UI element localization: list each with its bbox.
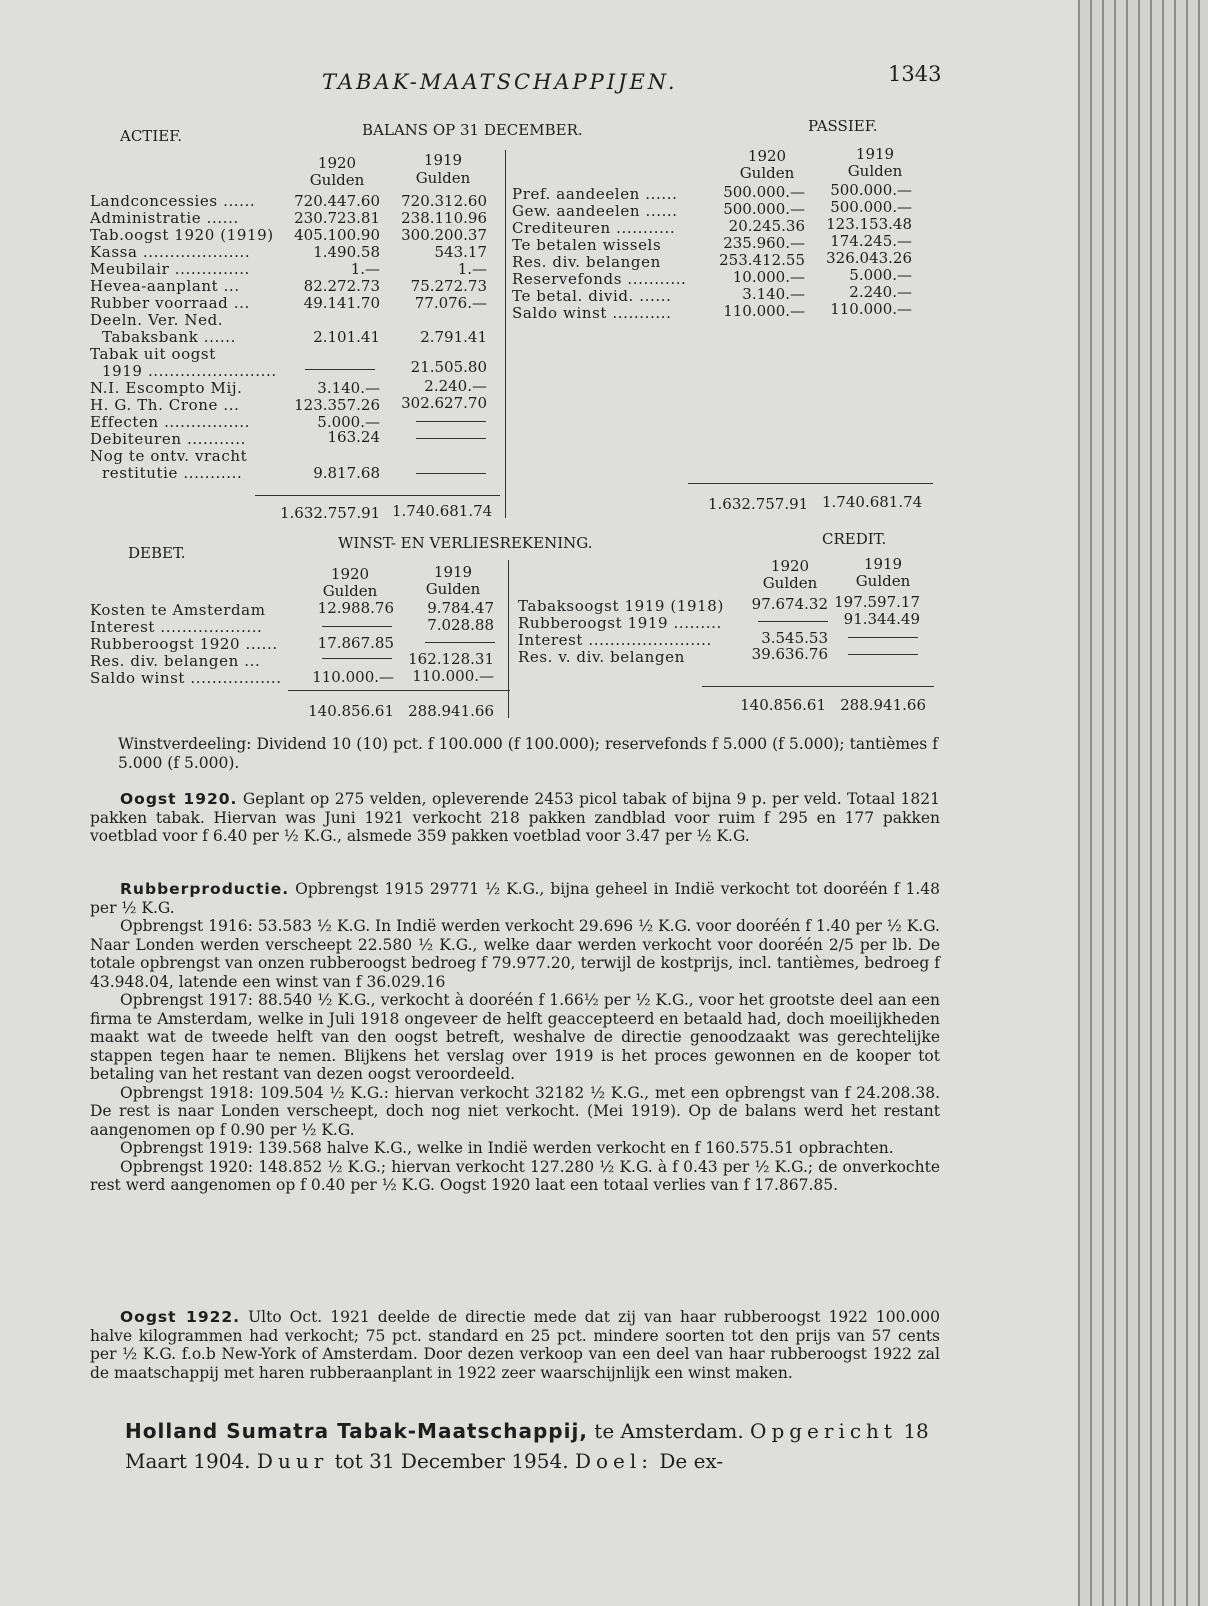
liability-1919: 123.153.48 [826,215,912,233]
liability-label: Pref. aandeelen ...... [512,185,678,203]
assets-total-rule [255,495,500,496]
credit-1919: 91.344.49 [843,610,920,628]
liability-1919: 174.245.— [830,232,912,250]
asset-blank-1919 [416,426,486,442]
page-number: 1343 [888,62,942,86]
credits-total-1919: 288.941.66 [840,696,926,714]
asset-label: Deeln. Ver. Ned. [90,311,224,329]
asset-label: Administratie ...... [90,209,239,227]
liability-1919: 500.000.— [830,198,912,216]
liability-label: Te betal. divid. ...... [512,287,672,305]
debit-1920: 12.988.76 [317,599,394,617]
liability-1920: 235.960.— [723,234,805,252]
asset-1919: 21.505.80 [410,358,487,376]
asset-label: Hevea-aanplant ... [90,277,240,295]
asset-label: H. G. Th. Crone ... [90,396,240,414]
liability-1919: 5.000.— [849,266,912,284]
asset-blank-1919 [416,461,486,477]
winstverdeeling-text: Winstverdeeling: Dividend 10 (10) pct. f 100.000 (f 100.000); reservefonds f 5.000 (f 5.000); tantièmes f 5.000 (f 5.000). [118,735,938,772]
liabilities-total-1920: 1.632.757.91 [708,495,809,513]
liability-1920: 500.000.— [723,183,805,201]
credit-1920: 3.545.53 [761,629,828,647]
debit-1919: 7.028.88 [427,616,494,634]
credits-total-rule [702,686,934,687]
asset-1920: 5.000.— [317,413,380,431]
debit-1919: 110.000.— [412,667,494,685]
debits-total-rule [288,690,510,691]
credit-label: Tabaksoogst 1919 (1918) [518,597,724,615]
rubber-paragraph: Opbrengst 1916: 53.583 ½ K.G. In Indië werden verkocht 29.696 ½ K.G. voor dooréén f 1.40 per ½ K.G. Naar Londen werden verscheept 22.580 ½ K.G., welke daar werden verkocht voor dooréén 2/5 per lb. De totale opbrengst van onzen rubberoogst bedroeg f 79.977.20, terwijl de kostprijs, incl. tantièmes, bedroeg f 43.948.04, latende een winst van f 36.029.16 [90,917,940,991]
asset-blank-1919 [416,409,486,425]
liability-1920: 253.412.55 [719,251,805,269]
credit-label: Rubberoogst 1919 ......... [518,614,722,632]
debits-total-1919: 288.941.66 [408,702,494,720]
liabilities-total-rule [688,483,933,484]
winstverdeeling [118,735,938,772]
credit-label: Res. v. div. belangen [518,648,685,666]
winst-heading: WINST- EN VERLIESREKENING. [338,534,593,552]
asset-label: Landconcessies ...... [90,192,256,210]
oogst-1922-section [90,1308,940,1382]
rubber-paragraph: Opbrengst 1917: 88.540 ½ K.G., verkocht à dooréén f 1.66½ per ½ K.G., voor het grootste deel aan een firma te Amsterdam, welke in Juli 1918 ongeveer de helft geaccepteerd en betaald had, doch moeilijkheden maakt wat de tweede helft van den oogst betreft, weshalve de directie genoodzaakt was gerechtelijke stappen tegen haar te nemen. Blijkens het verslag over 1919 is het proces gewonnen en de kooper tot betaling van het restant van dezen oogst veroordeeld. [90,991,940,1083]
credit-unit-1919: Gulden [855,572,911,590]
rubber-paragraph: Opbrengst 1918: 109.504 ½ K.G.: hiervan verkocht 32182 ½ K.G., met een opbrengst van f 24.208.38. De rest is naar Londen verscheept, doch nog niet verkocht. (Mei 1919). Op de balans werd het restant aangenomen op f 0.90 per ½ K.G. [90,1083,940,1139]
credits-total-1920: 140.856.61 [740,696,826,714]
liability-1919: 2.240.— [849,283,912,301]
liability-1920: 3.140.— [742,285,805,303]
liability-label: Te betalen wissels [512,236,662,254]
credit-blank-1919 [848,642,918,658]
liability-label: Reservefonds ........... [512,270,687,288]
debit-1920: 17.867.85 [317,634,394,652]
debit-year-1919: 1919 [433,563,473,581]
asset-label: Kassa .................... [90,243,251,261]
debit-label: Saldo winst ................. [90,669,282,687]
balans-heading: BALANS OP 31 DECEMBER. [362,121,583,139]
asset-1919: 2.240.— [424,377,487,395]
asset-1919: 720.312.60 [401,192,487,210]
asset-label: Meubilair .............. [90,260,250,278]
asset-1920: 720.447.60 [294,192,380,210]
asset-label: Tab.oogst 1920 (1919) [90,226,274,244]
oogst-1920-text: Geplant op 275 velden, opleverende 2453 picol tabak of bijna 9 p. per veld. Totaal 1821 pakken tabak. Hiervan was Juni 1921 verkocht 218 pakken zandblad voor ruim f 295 en 177 pakken voetblad voor f 6.40 per ½ K.G., alsmede 359 pakken voetblad voor 3.47 per ½ K.G. [90,790,940,845]
credit-blank-1919 [848,625,918,641]
asset-label: restitutie ........... [102,464,243,482]
credit-1920: 39.636.76 [751,645,828,663]
liability-label: Saldo winst ........... [512,304,672,322]
assets-unit-1920: Gulden [309,171,365,189]
oogst-1922-heading: Oogst 1922. [120,1308,241,1326]
asset-1920: 1.— [350,260,380,278]
passief-heading: PASSIEF. [808,117,878,135]
debit-blank-1920 [322,646,392,662]
debit-blank-1920 [322,614,392,630]
rubber-heading: Rubberproductie. [120,880,290,898]
pl-divider [508,560,509,718]
oogst-1922-text: Ulto Oct. 1921 deelde de directie mede dat zij van haar rubberoogst 1922 100.000 halve kilogrammen had verkocht; 75 pct. standard en 25 pct. mindere soorten tot den prijs van 57 cents per ½ K.G. f.o.b New-York of Amsterdam. Door dezen verkoop van een deel van haar rubberoogst 1922 zal de maatschappij met haren rubberaanplant in 1922 zeer waarschijnlijk een winst maken. [90,1308,941,1382]
liab-unit-1919: Gulden [847,162,903,180]
debit-year-1920: 1920 [330,565,370,583]
opgericht-label: Opgericht [750,1419,897,1443]
asset-label: N.I. Escompto Mij. [90,379,243,397]
liab-year-1920: 1920 [747,147,787,165]
asset-label: Debiteuren ........... [90,430,246,448]
running-title: TABAK-MAATSCHAPPIJEN. [322,70,678,94]
credit-1919: 197.597.17 [834,593,920,611]
credit-heading: CREDIT. [822,530,887,548]
liability-label: Gew. aandeelen ...... [512,202,678,220]
company-name: Holland Sumatra Tabak-Maatschappij, [125,1419,588,1443]
credit-blank-1920 [758,609,828,625]
opgericht-value: 18 Maart 1904. [125,1419,929,1473]
debits-total-1920: 140.856.61 [308,702,394,720]
asset-1920: 2.101.41 [313,328,380,346]
debit-blank-1919 [425,630,495,646]
oogst-1920-heading: Oogst 1920. [120,790,238,808]
asset-blank-1920 [305,357,375,373]
liab-unit-1920: Gulden [739,164,795,182]
liability-1919: 326.043.26 [826,249,912,267]
liability-1920: 110.000.— [723,302,805,320]
book-page-edges [1078,0,1208,1606]
asset-1919: 300.200.37 [401,226,487,244]
asset-1920: 405.100.90 [294,226,380,244]
assets-year-1919: 1919 [423,151,463,169]
debit-unit-1920: Gulden [322,582,378,600]
asset-label: Tabaksbank ...... [102,328,236,346]
credit-unit-1920: Gulden [762,574,818,592]
duur-label: Duur [256,1449,329,1473]
oogst-1920-section [90,790,940,846]
rubber-paragraph: Opbrengst 1920: 148.852 ½ K.G.; hiervan verkocht 127.280 ½ K.G. à f 0.43 per ½ K.G.; de onverkochte rest werd aangenomen op f 0.40 per ½ K.G. Oogst 1920 laat een totaal verlies van f 17.867.85. [90,1157,940,1194]
duur-value: tot 31 December 1954. [334,1449,569,1473]
debet-heading: DEBET. [128,544,186,562]
asset-1919: 1.— [457,260,487,278]
holland-sumatra-entry [125,1416,945,1476]
assets-total-1919: 1.740.681.74 [392,502,493,520]
asset-1920: 230.723.81 [294,209,380,227]
liab-year-1919: 1919 [855,145,895,163]
asset-1920: 123.357.26 [294,396,380,414]
liability-1920: 10.000.— [732,268,805,286]
asset-1919: 2.791.41 [420,328,487,346]
asset-1919: 302.627.70 [401,394,487,412]
asset-1920: 82.272.73 [303,277,380,295]
doel-label: Doel: [574,1449,653,1473]
asset-1920: 9.817.68 [313,464,380,482]
assets-year-1920: 1920 [317,154,357,172]
asset-1920: 3.140.— [317,379,380,397]
asset-1919: 75.272.73 [410,277,487,295]
credit-1920: 97.674.32 [751,595,828,613]
credit-label: Interest ....................... [518,631,712,649]
asset-1920: 163.24 [327,428,380,446]
actief-heading: ACTIEF. [120,127,183,145]
debit-label: Res. div. belangen ... [90,652,261,670]
asset-1919: 238.110.96 [401,209,487,227]
debit-label: Kosten te Amsterdam [90,601,266,619]
asset-1920: 1.490.58 [313,243,380,261]
liability-1919: 110.000.— [830,300,912,318]
debit-label: Rubberoogst 1920 ...... [90,635,278,653]
assets-unit-1919: Gulden [415,169,471,187]
asset-label: Effecten ................ [90,413,250,431]
rubber-paragraph: Opbrengst 1915 29771 ½ K.G., bijna geheel in Indië verkocht tot dooréén f 1.48 per ½ K.G. [90,880,940,917]
debit-1919: 162.128.31 [408,650,494,668]
liabilities-total-1919: 1.740.681.74 [822,493,923,511]
debit-label: Interest ................... [90,618,263,636]
rubber-section [90,880,940,1195]
company-place: te Amsterdam. [594,1419,744,1443]
asset-1920: 49.141.70 [303,294,380,312]
asset-1919: 543.17 [434,243,487,261]
liability-label: Res. div. belangen [512,253,661,271]
asset-label: Rubber voorraad ... [90,294,250,312]
asset-label: 1919 ........................ [102,362,277,380]
rubber-paragraph: Opbrengst 1919: 139.568 halve K.G., welke in Indië werden verkocht en f 160.575.51 opbrachten. [120,1139,894,1157]
asset-1919: 77.076.— [414,294,487,312]
debit-1919: 9.784.47 [427,599,494,617]
debit-1920: 110.000.— [312,668,394,686]
assets-total-1920: 1.632.757.91 [280,504,381,522]
asset-label: Tabak uit oogst [90,345,216,363]
debit-unit-1919: Gulden [425,580,481,598]
liability-label: Crediteuren ........... [512,219,676,237]
balance-divider [505,150,506,518]
doel-value: De ex- [659,1449,724,1473]
liability-1920: 20.245.36 [728,217,805,235]
asset-label: Nog te ontv. vracht [90,447,248,465]
liability-1919: 500.000.— [830,181,912,199]
credit-year-1919: 1919 [863,555,903,573]
credit-year-1920: 1920 [770,557,810,575]
liability-1920: 500.000.— [723,200,805,218]
